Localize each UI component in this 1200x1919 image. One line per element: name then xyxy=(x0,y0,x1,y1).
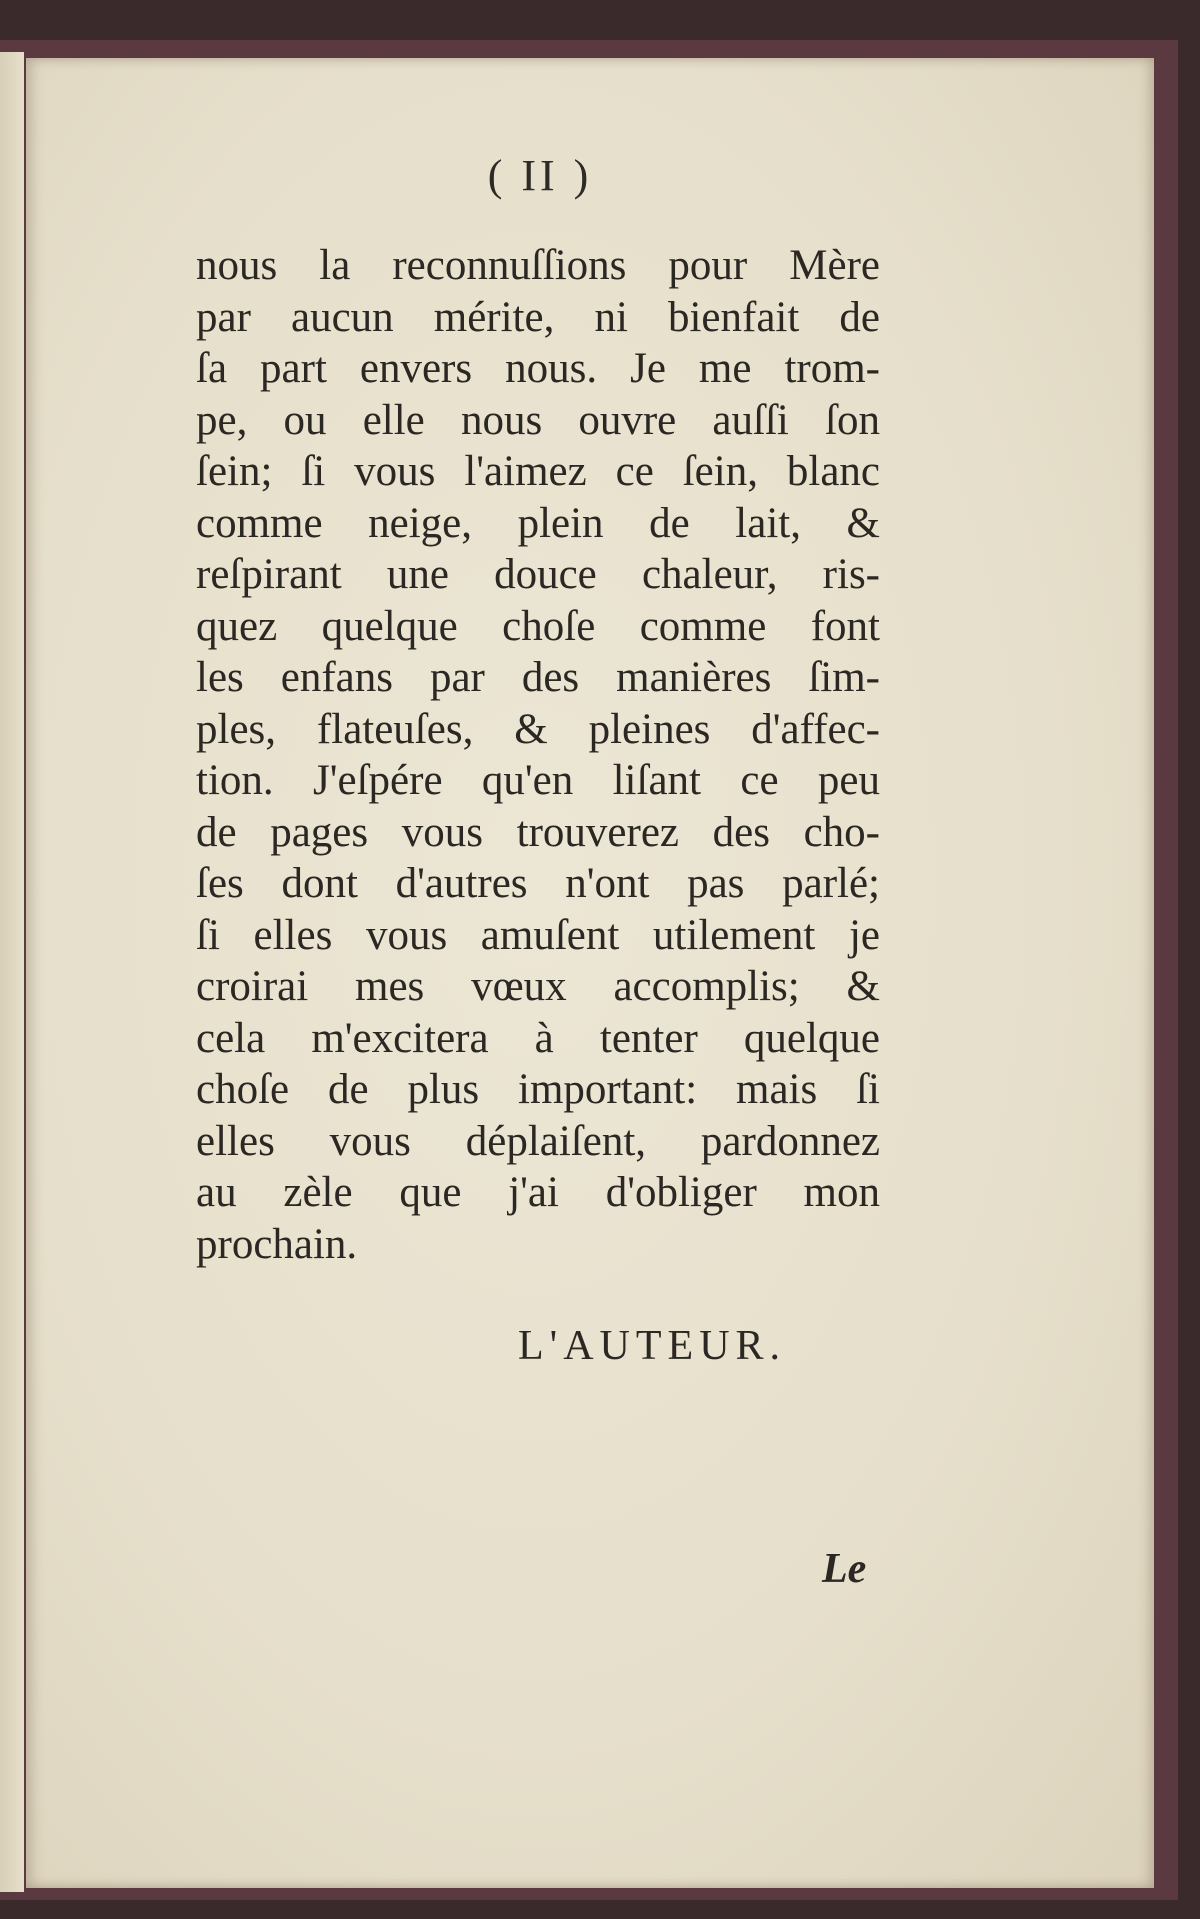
text-line: reſpirant une douce chaleur, ris- xyxy=(196,551,880,598)
text-line: cela m'excitera à tenter quelque xyxy=(196,1014,880,1062)
text-line: de pages vous trouverez des cho- xyxy=(196,808,880,856)
text-line: ſes dont d'autres n'ont pas parlé; xyxy=(196,860,880,907)
catchword: Le xyxy=(822,1546,867,1592)
text-line: ples, flateuſes, & pleines d'affec- xyxy=(196,705,880,753)
body-text xyxy=(196,240,880,1270)
text-line: ſi elles vous amuſent utilement je xyxy=(196,911,880,959)
text-line: choſe de plus important: mais ſi xyxy=(196,1066,880,1113)
text-line: quez quelque choſe comme font xyxy=(196,602,880,650)
text-line: elles vous déplaiſent, pardonnez xyxy=(196,1117,880,1165)
text-line: croirai mes vœux accomplis; & xyxy=(196,963,880,1010)
text-line: ſein; ſi vous l'aimez ce ſein, blanc xyxy=(196,448,880,495)
text-line: tion. J'eſpére qu'en liſant ce peu xyxy=(196,757,880,804)
signature: L'AUTEUR. xyxy=(518,1323,787,1369)
text-line: comme neige, plein de lait, & xyxy=(196,499,880,547)
text-line: par aucun mérite, ni bienfait de xyxy=(196,293,880,341)
text-line: pe, ou elle nous ouvre auſſi ſon xyxy=(196,396,880,444)
text-line: les enfans par des manières ſim- xyxy=(196,654,880,701)
text-line: nous la reconnuſſions pour Mère xyxy=(196,242,880,289)
page-number: ( II ) xyxy=(487,151,593,200)
text-line: ſa part envers nous. Je me trom- xyxy=(196,345,880,392)
text-line: au zèle que j'ai d'obliger mon xyxy=(196,1169,880,1216)
text-line: prochain. xyxy=(196,1220,358,1268)
facing-page-edge xyxy=(0,52,24,1892)
